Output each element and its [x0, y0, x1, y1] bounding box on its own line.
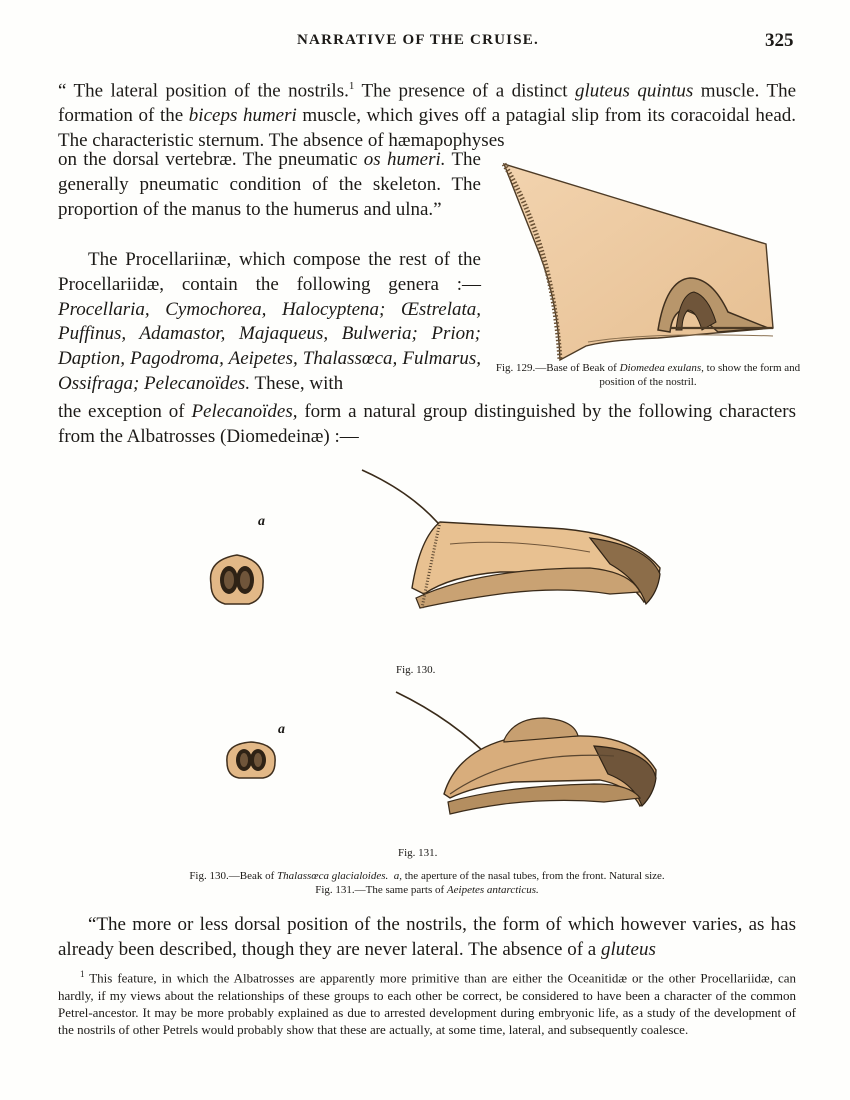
- p1b-text-2: The generally pneumatic condition of the skeleton. The proportion of the manus to the humerus and ulna.”: [58, 149, 481, 220]
- fig-130-caption-species: Thalassœca glacialoides.: [277, 870, 389, 882]
- p1b-italic: os humeri.: [363, 149, 446, 170]
- fig-130-caption-line: [58, 869, 796, 883]
- fig-131-nasal-tube-front: [221, 738, 281, 782]
- fig-130-caption-a: a,: [393, 870, 402, 882]
- footnote-ref: 1: [348, 80, 355, 92]
- fig-131-caption-line: [58, 883, 796, 897]
- p1-italic-1: gluteus quintus: [575, 80, 694, 102]
- running-header: [0, 30, 850, 56]
- fig-131-label: Fig. 131.: [398, 847, 438, 859]
- fig-130-caption-text-2: the aperture of the nasal tubes, from the front. Natural size.: [402, 870, 665, 882]
- p1b-text-1: on the dorsal vertebræ. The pneumatic: [58, 149, 364, 170]
- fig-130-label: Fig. 130.: [396, 664, 436, 676]
- fig-129-caption-text-2: to show the form and position of the nostril.: [599, 362, 801, 388]
- fig-129-caption-species: Diomedea exulans,: [619, 362, 704, 374]
- fig-130-label-a: a: [258, 514, 265, 529]
- p3-italic: gluteus: [601, 938, 656, 960]
- fig-131-label-a: a: [278, 722, 285, 737]
- genera-list: Procellaria, Cymochorea, Halocyptena; Œstrelata, Puffinus, Adamastor, Majaqueus, Bulweria; Prion; Daption, Pagodroma, Aeipetes, Thalassœca, Fulmarus, Ossifraga; Pelecanoïdes.: [58, 298, 481, 394]
- footnote-marker: 1: [80, 969, 85, 979]
- fig-130-caption-text: Fig. 130.—Beak of: [189, 870, 278, 882]
- p2-text-1: The Procellariinæ, which compose the rest of the Procellariidæ, contain the following genera :—: [58, 249, 481, 295]
- fig-131-caption-species: Aeipetes antarcticus.: [446, 884, 539, 896]
- p1-italic-2: biceps humeri: [188, 105, 297, 127]
- footnote: [58, 966, 796, 1038]
- page-number: 325: [765, 30, 794, 51]
- p1-text-2: The presence of a distinct: [354, 80, 575, 102]
- paragraph-1: [58, 74, 796, 154]
- paragraph-3: [58, 913, 796, 963]
- p2-text-2: These, with: [250, 372, 344, 394]
- p1-text-1: “ The lateral position of the nostrils.: [58, 80, 349, 102]
- running-title: NARRATIVE OF THE CRUISE.: [297, 32, 539, 48]
- paragraph-2: [58, 248, 481, 397]
- p2b-text-1: the exception of: [58, 401, 192, 422]
- p2b-italic: Pelecanoïdes,: [191, 401, 298, 422]
- p3-text-1: “The more or less dorsal position of the nostrils, the form of which however varies, as has already been described, though they are never lateral. The absence of a: [58, 914, 796, 960]
- paragraph-1-continued: [58, 148, 481, 222]
- p1-text-3: muscle. The formation of the: [58, 80, 797, 127]
- paragraph-2-continued: [58, 400, 796, 450]
- footnote-text: This feature, in which the Albatrosses are apparently more primitive than are either the Oceanitidæ or the other Procellariidæ, can hardly, if my views about the relationships of these groups to each other be correct, be considered to have been a character of the common Petrel-ancestor. It may be more probably explained as due to arrested development during embryonic life, as a study of the development of the nostrils of other Petrels would probably show that these are actually, at some time, lateral, and subsequently coalesce.: [58, 970, 796, 1037]
- fig-130-nasal-tube-front: [205, 550, 269, 608]
- fig-131-caption-text: Fig. 131.—The same parts of: [315, 884, 447, 896]
- fig-130-beak-illustration: [360, 468, 670, 624]
- fig-131-beak-illustration: [394, 690, 664, 822]
- fig-129-beak-illustration: [498, 160, 798, 360]
- p1-text-4: muscle, which gives off a patagial slip from its coracoidal head. The characteristic sternum. The absence of hæmapophyses: [58, 105, 797, 151]
- fig-130-131-caption: [58, 869, 796, 897]
- fig-129-caption-text: Fig. 129.—Base of Beak of: [495, 362, 620, 374]
- p2b-text-2: form a natural group distinguished by the following characters from the Albatrosses (Diomedeinæ) :—: [58, 401, 796, 447]
- fig-129-caption: [490, 361, 806, 389]
